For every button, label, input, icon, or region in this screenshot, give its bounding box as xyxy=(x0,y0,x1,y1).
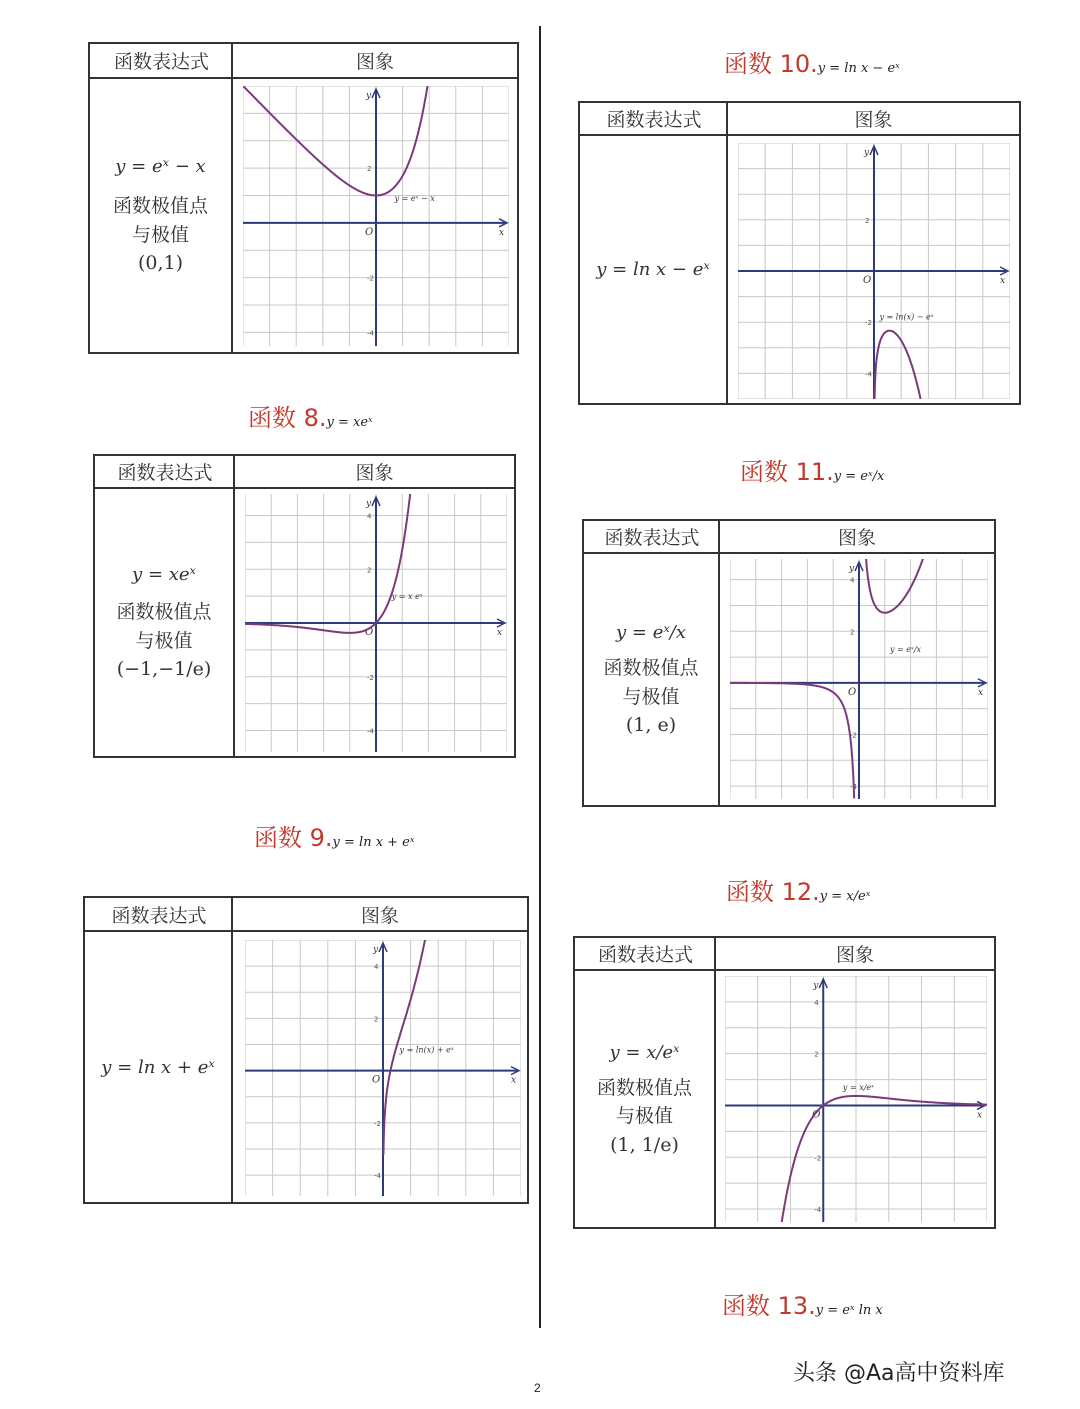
function-card-e-x-over-x xyxy=(582,519,996,807)
function-title-9 xyxy=(254,818,415,853)
function-graph xyxy=(243,86,509,346)
graph-svg xyxy=(725,976,987,1222)
y-tick-label: 4 xyxy=(367,512,372,521)
col-header-graph: 图象 xyxy=(360,904,399,927)
x-axis-letter: x xyxy=(978,687,984,698)
origin-label: O xyxy=(365,226,374,238)
y-tick-label: 4 xyxy=(850,576,855,585)
extreme-label-2: 与极值 xyxy=(622,685,680,708)
origin-label: O xyxy=(812,1109,821,1121)
function-title-label: 函数 8. xyxy=(248,404,327,432)
y-tick-label: -4 xyxy=(367,329,374,338)
extreme-value: (−1,−1/e) xyxy=(116,658,212,681)
y-tick-label: -2 xyxy=(367,673,374,682)
x-axis-letter: x xyxy=(497,628,503,638)
curve-label: y = eˣ/x xyxy=(889,644,922,654)
function-title-label: 函数 12. xyxy=(726,878,820,906)
function-title-formula: y = eˣ/x xyxy=(833,469,885,484)
function-card-x-e-x xyxy=(93,454,516,758)
y-axis-letter: y xyxy=(366,91,372,101)
function-title-13 xyxy=(722,1286,883,1321)
y-tick-label: -2 xyxy=(367,274,374,283)
extreme-label-2: 与极值 xyxy=(131,223,189,246)
function-graph xyxy=(245,494,507,752)
function-graph xyxy=(245,940,521,1196)
curve-label: y = ln(x) − eˣ xyxy=(879,312,934,322)
col-header-graph: 图象 xyxy=(835,944,874,966)
formula-text: y = ln x − eˣ xyxy=(596,259,710,280)
function-curve xyxy=(874,331,921,399)
y-axis-letter: y xyxy=(373,945,379,955)
x-axis-letter: x xyxy=(511,1075,517,1086)
y-axis-letter: y xyxy=(849,564,855,574)
extreme-label-1: 函数极值点 xyxy=(112,195,208,218)
col-header-expr: 函数表达式 xyxy=(113,51,209,73)
function-title-12 xyxy=(726,872,870,907)
x-axis-letter: x xyxy=(499,227,505,238)
y-tick-label: -2 xyxy=(850,731,857,740)
col-header-expr: 函数表达式 xyxy=(606,109,702,131)
y-tick-label: 2 xyxy=(367,165,372,174)
y-tick-label: 4 xyxy=(374,963,379,972)
col-header-expr: 函数表达式 xyxy=(604,527,700,549)
y-axis-letter: y xyxy=(813,981,819,991)
origin-label: O xyxy=(372,1074,381,1086)
function-card-x-over-e-x xyxy=(573,936,996,1229)
graph-svg xyxy=(243,86,509,346)
curve-label: y = eˣ − x xyxy=(394,193,435,203)
function-graph xyxy=(730,559,988,799)
function-graph xyxy=(738,143,1010,399)
function-title-11 xyxy=(740,452,884,487)
function-curve xyxy=(245,494,411,633)
col-header-expr: 函数表达式 xyxy=(111,904,207,927)
function-title-label: 函数 9. xyxy=(254,824,333,852)
graph-svg xyxy=(245,940,521,1196)
formula-text: y = ln x + eˣ xyxy=(101,1056,215,1078)
y-tick-label: 2 xyxy=(865,216,870,225)
watermark: 头条 @Aa高中资料库 xyxy=(793,1361,1005,1386)
formula-text: y = x/eˣ xyxy=(609,1041,680,1063)
function-title-formula: y = xeˣ xyxy=(326,415,373,430)
y-tick-label: 2 xyxy=(374,1015,379,1024)
function-title-8 xyxy=(248,398,373,433)
y-axis-letter: y xyxy=(366,499,372,509)
extreme-value: (1, e) xyxy=(625,714,677,737)
graph-svg xyxy=(738,143,1010,399)
col-header-graph: 图象 xyxy=(355,462,394,484)
graph-svg xyxy=(730,559,988,799)
function-title-formula: y = x/eˣ xyxy=(819,889,871,904)
function-card-e-x-minus-x xyxy=(88,42,519,354)
formula-text: y = eˣ/x xyxy=(616,622,686,644)
function-card-ln-x-minus-e-x xyxy=(578,101,1021,405)
x-axis-letter: x xyxy=(977,1110,983,1121)
page-number: 2 xyxy=(534,1381,541,1395)
function-card-ln-x-plus-e-x xyxy=(83,896,529,1204)
y-tick-label: -2 xyxy=(374,1119,381,1128)
extreme-value: (0,1) xyxy=(137,252,184,275)
y-tick-label: -4 xyxy=(865,370,872,379)
y-tick-label: -4 xyxy=(850,783,857,792)
curve-label: y = x eˣ xyxy=(391,591,423,601)
extreme-label-1: 函数极值点 xyxy=(596,1076,692,1099)
function-curve xyxy=(730,559,925,798)
origin-label: O xyxy=(848,686,857,698)
column-divider xyxy=(539,26,541,1328)
y-tick-label: 2 xyxy=(367,566,372,575)
col-header-expr: 函数表达式 xyxy=(597,944,693,966)
origin-label: O xyxy=(365,627,374,638)
col-header-graph: 图象 xyxy=(355,51,394,73)
origin-label: O xyxy=(863,275,872,286)
formula-text: y = eˣ − x xyxy=(115,156,206,178)
formula-text: y = xeˣ xyxy=(132,564,196,586)
y-tick-label: -4 xyxy=(374,1172,381,1181)
x-axis-letter: x xyxy=(1000,276,1006,286)
col-header-graph: 图象 xyxy=(854,109,893,131)
col-header-expr: 函数表达式 xyxy=(117,462,213,484)
function-title-label: 函数 11. xyxy=(740,458,834,486)
curve-label: y = ln(x) + eˣ xyxy=(399,1045,454,1055)
y-tick-label: -2 xyxy=(814,1154,822,1163)
y-tick-label: 2 xyxy=(814,1050,819,1059)
function-title-formula: y = ln x + eˣ xyxy=(332,835,415,850)
y-tick-label: -4 xyxy=(814,1206,822,1215)
function-title-formula: y = eˣ ln x xyxy=(815,1303,883,1318)
graph-svg xyxy=(245,494,507,752)
extreme-label-1: 函数极值点 xyxy=(116,601,212,624)
y-tick-label: -2 xyxy=(865,319,872,328)
extreme-label-1: 函数极值点 xyxy=(603,657,699,680)
curve-label: y = x/eˣ xyxy=(842,1082,874,1092)
function-title-label: 函数 13. xyxy=(722,1292,816,1320)
function-title-10 xyxy=(724,44,900,79)
function-title-formula: y = ln x − eˣ xyxy=(817,61,900,76)
y-tick-label: -4 xyxy=(367,727,374,736)
col-header-graph: 图象 xyxy=(837,527,876,549)
y-tick-label: 2 xyxy=(850,628,855,637)
y-axis-letter: y xyxy=(864,148,870,158)
function-title-label: 函数 10. xyxy=(724,50,818,78)
extreme-label-2: 与极值 xyxy=(135,629,193,652)
extreme-value: (1, 1/e) xyxy=(610,1133,679,1156)
y-tick-label: 4 xyxy=(814,998,819,1007)
function-graph xyxy=(725,976,987,1222)
extreme-label-2: 与极值 xyxy=(615,1105,673,1128)
